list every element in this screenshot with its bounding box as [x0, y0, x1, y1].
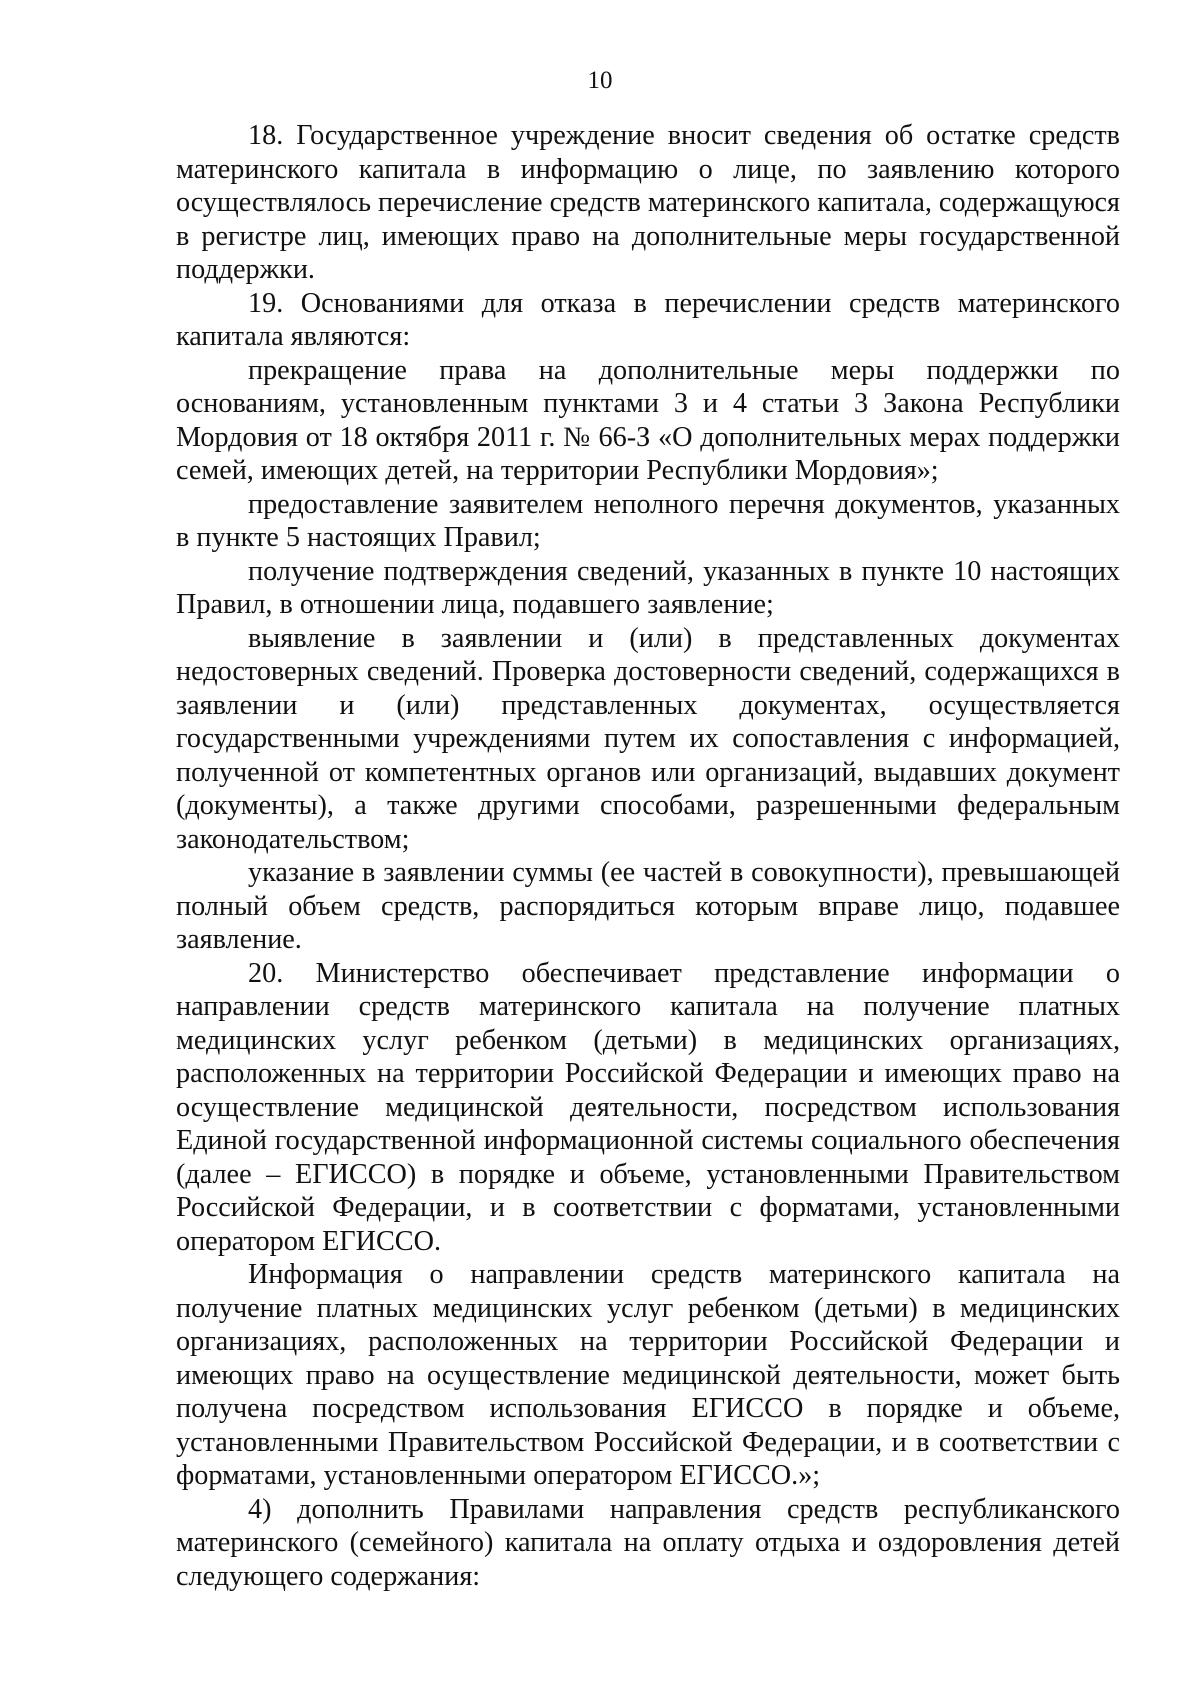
paragraph-19-incomplete-documents: предоставление заявителем неполного перечня документов, указанных в пункте 5 настоящих Правил; [176, 488, 1120, 553]
paragraph-20: 20. Министерство обеспечивает представление информации о направлении средств материнского капитала на получение платных медицинских услуг ребенком (детьми) в медицинских организациях, расположенных на территории Российской Федерации и имеющих право на осуществление медицинской деятельности, посредством использования Единой государственной информационной системы социального обеспечения (далее – ЕГИССО) в порядке и объеме, установленными Правительством Российской Федерации, и в соответствии с форматами, установленными оператором ЕГИССО. [176, 957, 1120, 1257]
paragraph-19-confirmation: получение подтверждения сведений, указанных в пункте 10 настоящих Правил, в отношении лица, подавшего заявление; [176, 555, 1120, 620]
document-body [176, 119, 1120, 1593]
paragraph-19-termination: прекращение права на дополнительные меры поддержки по основаниям, установленным пунктами 3 и 4 статьи 3 Закона Республики Мордовия от 18 октября 2011 г. № 66-З «О дополнительных мерах поддержки семей, имеющих детей, на территории Республики Мордовия»; [176, 354, 1120, 486]
paragraph-19-false-information: выявление в заявлении и (или) в представленных документах недостоверных сведений. Проверка достоверности сведений, содержащихся в заявлении и (или) представленных документах, осуществляется государственными учреждениями путем их сопоставления с информацией, полученной от компетентных органов или организаций, выдавших документ (документы), а также другими способами, разрешенными федеральным законодательством; [176, 622, 1120, 855]
paragraph-20-information: Информация о направлении средств материнского капитала на получение платных медицинских услуг ребенком (детьми) в медицинских организациях, расположенных на территории Российской Федерации и имеющих право на осуществление медицинской деятельности, может быть получена посредством использования ЕГИССО в порядке и объеме, установленными Правительством Российской Федерации, и в соответствии с форматами, установленными оператором ЕГИССО.»; [176, 1259, 1120, 1491]
paragraph-4: 4) дополнить Правилами направления средств республиканского материнского (семейного) капитала на оплату отдыха и оздоровления детей следующего содержания: [176, 1493, 1120, 1592]
paragraph-19-excess-amount: указание в заявлении суммы (ее частей в совокупности), превышающей полный объем средств, распорядиться которым вправе лицо, подавшее заявление. [176, 857, 1120, 955]
paragraph-19: 19. Основаниями для отказа в перечислении средств материнского капитала являются: [176, 287, 1120, 352]
page-number: 10 [587, 67, 613, 94]
paragraph-18: 18. Государственное учреждение вносит сведения об остатке средств материнского капитала в информацию о лице, по заявлению которого осуществлялось перечисление средств материнского капитала, содержащуюся в регистре лиц, имеющих право на дополнительные меры государственной поддержки. [176, 120, 1120, 285]
